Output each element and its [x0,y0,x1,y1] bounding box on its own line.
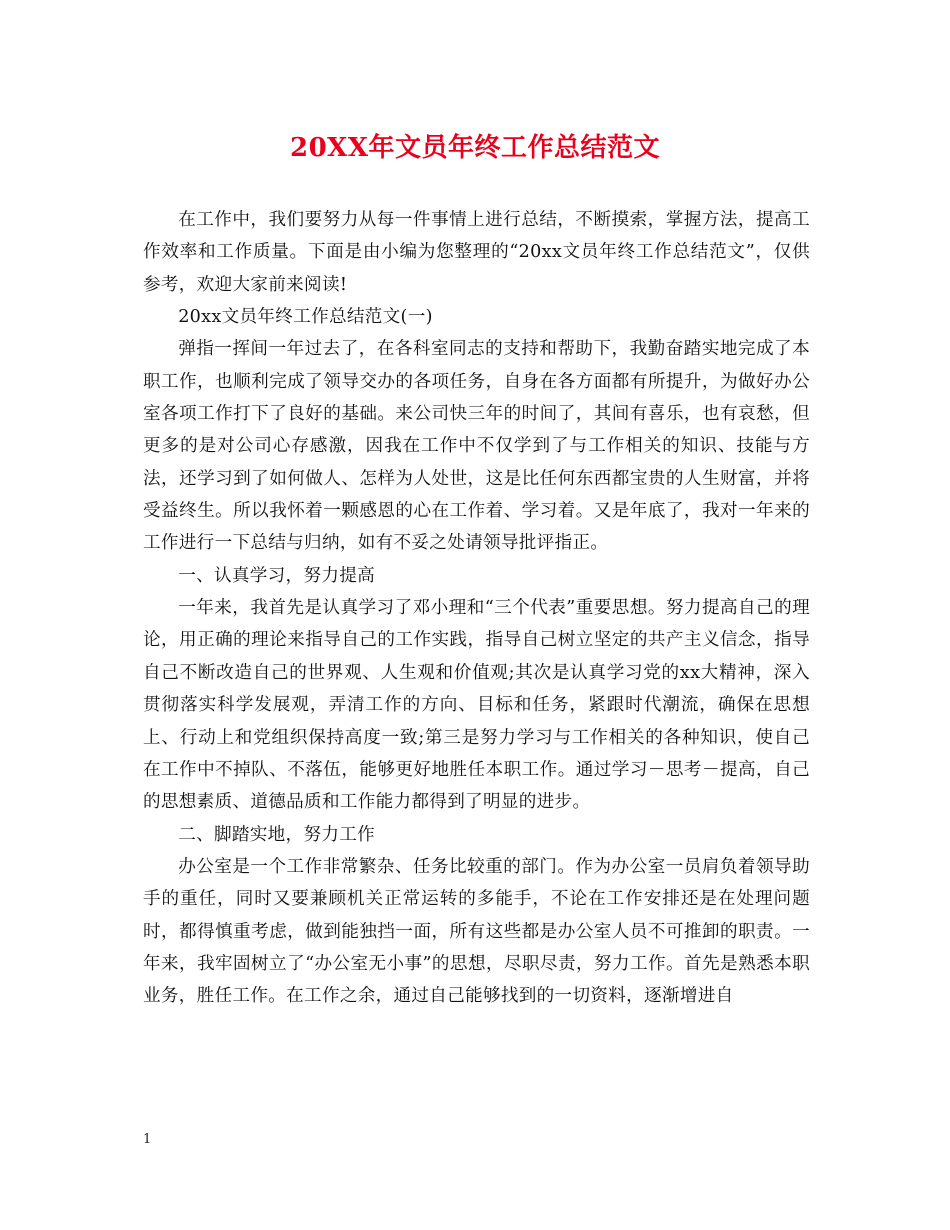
section-heading-sample-one: 20xx文员年终工作总结范文(一) [178,307,433,328]
paragraph-work: 办公室是一个工作非常繁杂、任务比较重的部门。作为办公室一员肩负着领导助手的重任，同时又要兼顾机关正常运转的多能手，不论在工作安排还是在处理问题时，都得慎重考虑，做到能独挡一面，所有这些都是办公室人员不可推卸的职责。一年来，我牢固树立了“办公室无小事”的思想，尽职尽责，努力工作。首先是熟悉本职业务，胜任工作。在工作之余，通过自己能够找到的一切资料，逐渐增进自 [143,856,810,1007]
paragraph-overview: 弹指一挥间一年过去了，在各科室同志的支持和帮助下，我勤奋踏实地完成了本职工作，也顺利完成了领导交办的各项任务，自身在各方面都有所提升，为做好办公室各项工作打下了良好的基础。来公司快三年的时间了，其间有喜乐，也有哀愁，但更多的是对公司心存感激，因我在工作中不仅学到了与工作相关的知识、技能与方法，还学习到了如何做人、怎样为人处世，这是比任何东西都宝贵的人生财富，并将受益终生。所以我怀着一颗感恩的心在工作着、学习着。又是年底了，我对一年来的工作进行一下总结与归纳，如有不妥之处请领导批评指正。 [143,339,810,554]
paragraph-study: 一年来，我首先是认真学习了邓小理和“三个代表”重要思想。努力提高自己的理论，用正确的理论来指导自己的工作实践，指导自己树立坚定的共产主义信念，指导自己不断改造自己的世界观、人生观和价值观;其次是认真学习党的xx大精神，深入贯彻落实科学发展观，弄清工作的方向、目标和任务，紧跟时代潮流，确保在思想上、行动上和党组织保持高度一致;第三是努力学习与工作相关的各种知识，使自己在工作中不掉队、不落伍，能够更好地胜任本职工作。通过学习－思考－提高，自己的思想素质、道德品质和工作能力都得到了明显的进步。 [143,598,810,813]
page-number: 1 [143,1132,152,1147]
paragraph-intro: 在工作中，我们要努力从每一件事情上进行总结，不断摸索，掌握方法，提高工作效率和工作质量。下面是由小编为您整理的“20xx文员年终工作总结范文”，仅供参考，欢迎大家前来阅读! [143,210,810,295]
section-heading-work: 二、脚踏实地，努力工作 [178,824,376,845]
document-title: 20XX年文员年终工作总结范文 [289,133,661,163]
section-heading-study: 一、认真学习，努力提高 [178,565,376,586]
document-body [143,204,810,1013]
